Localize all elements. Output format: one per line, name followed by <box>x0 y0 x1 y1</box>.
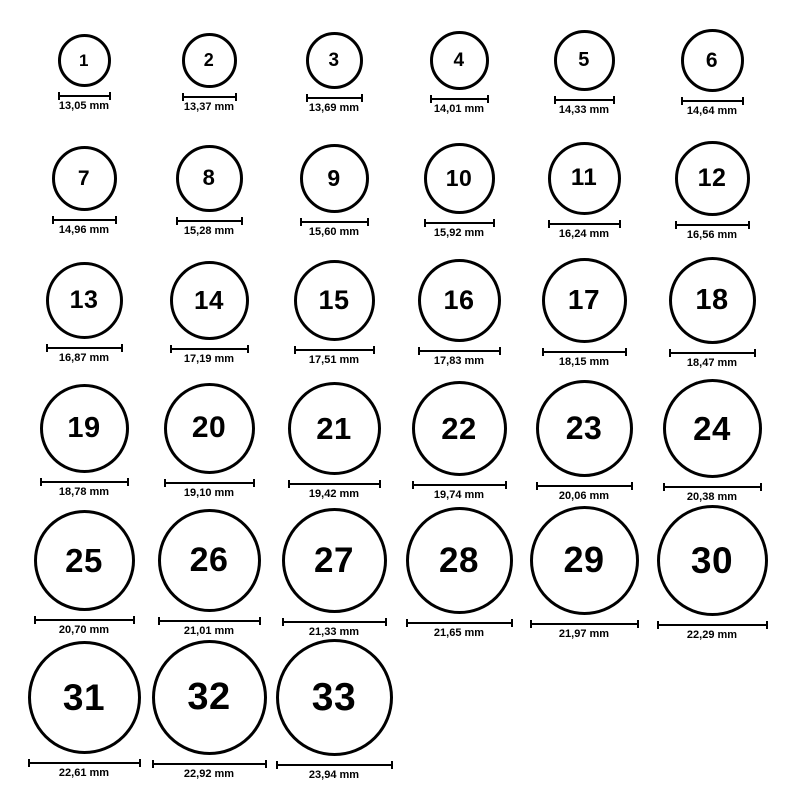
ring-circle <box>182 33 237 88</box>
dimension-tick-left <box>152 760 154 768</box>
ring-circle <box>170 261 249 340</box>
ring-size-number: 19 <box>67 411 101 444</box>
dimension-tick-right <box>385 618 387 626</box>
ring-circle <box>675 141 750 216</box>
diameter-measurement <box>663 483 762 503</box>
dimension-bar <box>294 349 375 351</box>
ring-size-cell <box>542 258 627 368</box>
dimension-bar <box>412 484 507 486</box>
dimension-tick-right <box>619 220 621 228</box>
dimension-tick-right <box>127 478 129 486</box>
diameter-label: 14,33 mm <box>558 103 610 116</box>
dimension-bar <box>40 481 129 483</box>
dimension-tick-left <box>542 348 544 356</box>
ring-size-cell <box>554 30 615 116</box>
ring-circle <box>412 381 507 476</box>
ring-size-cell <box>164 383 255 499</box>
ring-size-number: 30 <box>690 539 734 581</box>
dimension-tick-left <box>306 94 308 102</box>
ring-size-cell <box>182 33 237 113</box>
ring-size-cell <box>276 639 393 781</box>
ring-size-cell <box>675 141 750 241</box>
dimension-tick-left <box>182 93 184 101</box>
ring-circle <box>40 384 129 473</box>
ring-circle <box>306 32 363 89</box>
dimension-tick-right <box>748 221 750 229</box>
dimension-line-icon <box>294 346 375 353</box>
dimension-line-icon <box>176 217 243 224</box>
diameter-measurement <box>412 481 507 501</box>
dimension-tick-left <box>663 483 665 491</box>
ring-size-cell <box>548 142 621 240</box>
ring-circle <box>418 259 501 342</box>
dimension-bar <box>681 100 744 102</box>
ring-size-number: 6 <box>705 48 719 72</box>
diameter-label: 14,64 mm <box>686 104 738 117</box>
ring-circle <box>554 30 615 91</box>
diameter-label: 16,87 mm <box>58 351 110 364</box>
ring-size-cell <box>282 508 387 638</box>
ring-size-number: 14 <box>194 285 224 315</box>
dimension-line-icon <box>58 92 111 99</box>
diameter-label: 22,29 mm <box>686 628 738 641</box>
ring-size-number: 7 <box>77 166 91 190</box>
dimension-bar <box>52 219 117 221</box>
dimension-tick-right <box>235 93 237 101</box>
diameter-label: 17,83 mm <box>433 354 485 367</box>
ring-size-number: 18 <box>695 283 729 316</box>
dimension-tick-left <box>176 217 178 225</box>
dimension-tick-left <box>530 620 532 628</box>
dimension-bar <box>657 624 768 626</box>
ring-circle <box>406 507 513 614</box>
diameter-label: 18,78 mm <box>58 485 110 498</box>
dimension-line-icon <box>657 621 768 628</box>
diameter-label: 21,33 mm <box>308 625 360 638</box>
diameter-label: 22,92 mm <box>183 767 235 780</box>
diameter-measurement <box>669 349 756 369</box>
dimension-tick-left <box>282 618 284 626</box>
diameter-label: 15,28 mm <box>183 224 235 237</box>
dimension-bar <box>164 482 255 484</box>
dimension-tick-left <box>548 220 550 228</box>
ring-size-number: 24 <box>693 409 731 447</box>
dimension-tick-right <box>265 760 267 768</box>
dimension-line-icon <box>282 618 387 625</box>
dimension-tick-right <box>247 345 249 353</box>
dimension-line-icon <box>406 619 513 626</box>
diameter-label: 15,60 mm <box>308 225 360 238</box>
diameter-label: 21,97 mm <box>558 627 610 640</box>
ring-size-cell <box>681 29 744 117</box>
ring-size-cell <box>58 34 111 112</box>
diameter-label: 20,70 mm <box>58 623 110 636</box>
dimension-tick-right <box>505 481 507 489</box>
dimension-tick-left <box>675 221 677 229</box>
ring-size-number: 12 <box>697 163 727 192</box>
dimension-tick-left <box>424 219 426 227</box>
diameter-label: 13,05 mm <box>58 99 110 112</box>
diameter-measurement <box>424 219 495 239</box>
ring-circle <box>424 143 495 214</box>
dimension-bar <box>306 97 363 99</box>
dimension-tick-right <box>637 620 639 628</box>
dimension-tick-left <box>554 96 556 104</box>
ring-circle <box>176 145 243 212</box>
ring-size-number: 20 <box>191 411 227 444</box>
dimension-bar <box>182 96 237 98</box>
ring-circle <box>58 34 111 87</box>
dimension-tick-right <box>133 616 135 624</box>
dimension-line-icon <box>663 483 762 490</box>
ring-size-cell <box>152 640 267 780</box>
diameter-measurement <box>657 621 768 641</box>
dimension-bar <box>300 221 369 223</box>
dimension-tick-left <box>669 349 671 357</box>
dimension-tick-right <box>121 344 123 352</box>
dimension-bar <box>554 99 615 101</box>
dimension-tick-left <box>46 344 48 352</box>
dimension-line-icon <box>675 221 750 228</box>
diameter-measurement <box>542 348 627 368</box>
ring-circle <box>530 506 639 615</box>
ring-circle <box>282 508 387 613</box>
ring-size-number: 28 <box>439 540 479 580</box>
ring-size-cell <box>300 144 369 238</box>
dimension-bar <box>176 220 243 222</box>
dimension-bar <box>424 222 495 224</box>
ring-size-number: 8 <box>202 165 216 190</box>
dimension-line-icon <box>306 94 363 101</box>
diameter-measurement <box>675 221 750 241</box>
dimension-bar <box>406 622 513 624</box>
dimension-bar <box>58 95 111 97</box>
dimension-tick-left <box>288 480 290 488</box>
dimension-bar <box>663 486 762 488</box>
diameter-label: 21,01 mm <box>183 624 235 637</box>
ring-size-number: 29 <box>563 539 605 580</box>
ring-size-cell <box>424 143 495 239</box>
ring-size-cell <box>530 506 639 640</box>
ring-size-number: 5 <box>578 49 590 71</box>
dimension-tick-right <box>373 346 375 354</box>
dimension-tick-right <box>391 761 393 769</box>
dimension-tick-left <box>28 759 30 767</box>
ring-size-number: 17 <box>567 284 601 315</box>
dimension-tick-right <box>253 479 255 487</box>
ring-size-cell <box>536 380 633 502</box>
ring-size-number: 15 <box>318 284 350 315</box>
ring-size-number: 22 <box>441 410 477 446</box>
dimension-line-icon <box>536 482 633 489</box>
dimension-bar <box>288 483 381 485</box>
ring-circle <box>430 31 489 90</box>
dimension-tick-left <box>300 218 302 226</box>
ring-circle <box>34 510 135 611</box>
ring-circle <box>663 379 762 478</box>
ring-size-number: 21 <box>316 410 352 446</box>
dimension-line-icon <box>412 481 507 488</box>
ring-size-cell <box>306 32 363 114</box>
dimension-tick-left <box>164 479 166 487</box>
dimension-tick-right <box>499 347 501 355</box>
dimension-bar <box>430 98 489 100</box>
dimension-tick-left <box>170 345 172 353</box>
dimension-bar <box>418 350 501 352</box>
dimension-tick-left <box>657 621 659 629</box>
dimension-tick-right <box>742 97 744 105</box>
ring-circle <box>669 257 756 344</box>
ring-size-number: 9 <box>327 164 341 191</box>
ring-size-number: 25 <box>65 541 103 579</box>
dimension-tick-right <box>487 95 489 103</box>
dimension-tick-right <box>613 96 615 104</box>
dimension-tick-right <box>760 483 762 491</box>
dimension-tick-left <box>34 616 36 624</box>
dimension-line-icon <box>52 216 117 223</box>
ring-size-number: 23 <box>565 410 603 446</box>
dimension-tick-left <box>58 92 60 100</box>
ring-circle <box>158 509 261 612</box>
ring-circle <box>542 258 627 343</box>
ring-size-number: 10 <box>445 164 473 191</box>
ring-size-cell <box>657 505 768 641</box>
diameter-measurement <box>294 346 375 366</box>
diameter-measurement <box>276 761 393 781</box>
diameter-label: 19,10 mm <box>183 486 235 499</box>
ring-size-cell <box>412 381 507 501</box>
ring-size-number: 4 <box>453 49 465 71</box>
ring-size-cell <box>406 507 513 639</box>
dimension-tick-right <box>361 94 363 102</box>
dimension-line-icon <box>681 97 744 104</box>
dimension-tick-right <box>766 621 768 629</box>
dimension-line-icon <box>46 344 123 351</box>
diameter-measurement <box>282 618 387 638</box>
dimension-bar <box>675 224 750 226</box>
diameter-measurement <box>418 347 501 367</box>
dimension-bar <box>282 621 387 623</box>
ring-circle <box>288 382 381 475</box>
dimension-tick-right <box>259 617 261 625</box>
dimension-line-icon <box>34 616 135 623</box>
ring-size-cell <box>294 260 375 366</box>
ring-size-cell <box>288 382 381 500</box>
dimension-bar <box>170 348 249 350</box>
diameter-measurement <box>152 760 267 780</box>
dimension-line-icon <box>158 617 261 624</box>
diameter-label: 16,24 mm <box>558 227 610 240</box>
diameter-label: 18,15 mm <box>558 355 610 368</box>
diameter-label: 14,96 mm <box>58 223 110 236</box>
dimension-tick-right <box>493 219 495 227</box>
dimension-line-icon <box>418 347 501 354</box>
ring-size-cell <box>158 509 261 637</box>
ring-size-cell <box>430 31 489 115</box>
diameter-measurement <box>34 616 135 636</box>
dimension-tick-right <box>379 480 381 488</box>
diameter-measurement <box>430 95 489 115</box>
dimension-tick-right <box>115 216 117 224</box>
diameter-label: 20,38 mm <box>686 490 738 503</box>
dimension-tick-left <box>294 346 296 354</box>
ring-circle <box>548 142 621 215</box>
dimension-tick-right <box>511 619 513 627</box>
ring-size-cell <box>52 146 117 236</box>
dimension-tick-left <box>276 761 278 769</box>
dimension-line-icon <box>430 95 489 102</box>
dimension-line-icon <box>276 761 393 768</box>
diameter-measurement <box>536 482 633 502</box>
ring-size-number: 1 <box>79 50 89 70</box>
dimension-line-icon <box>548 220 621 227</box>
diameter-measurement <box>164 479 255 499</box>
dimension-tick-right <box>625 348 627 356</box>
ring-size-number: 26 <box>189 541 229 579</box>
diameter-label: 17,19 mm <box>183 352 235 365</box>
diameter-measurement <box>530 620 639 640</box>
dimension-tick-right <box>241 217 243 225</box>
diameter-label: 22,61 mm <box>58 766 110 779</box>
diameter-label: 18,47 mm <box>686 356 738 369</box>
dimension-tick-left <box>681 97 683 105</box>
ring-size-cell <box>176 145 243 237</box>
dimension-bar <box>542 351 627 353</box>
ring-size-number: 11 <box>570 164 598 191</box>
diameter-measurement <box>681 97 744 117</box>
dimension-bar <box>530 623 639 625</box>
ring-size-cell <box>28 641 141 779</box>
dimension-tick-right <box>139 759 141 767</box>
ring-size-number: 2 <box>203 50 215 70</box>
dimension-line-icon <box>40 478 129 485</box>
diameter-measurement <box>554 96 615 116</box>
dimension-tick-left <box>418 347 420 355</box>
diameter-label: 14,01 mm <box>433 102 485 115</box>
ring-size-number: 3 <box>328 49 340 71</box>
ring-circle <box>164 383 255 474</box>
ring-size-cell <box>418 259 501 367</box>
dimension-line-icon <box>424 219 495 226</box>
ring-size-number: 16 <box>443 284 475 315</box>
diameter-label: 19,42 mm <box>308 487 360 500</box>
dimension-tick-right <box>631 482 633 490</box>
diameter-measurement <box>176 217 243 237</box>
diameter-measurement <box>406 619 513 639</box>
ring-size-number: 33 <box>311 675 357 719</box>
dimension-line-icon <box>164 479 255 486</box>
dimension-bar <box>34 619 135 621</box>
ring-size-cell <box>34 510 135 636</box>
ring-circle <box>276 639 393 756</box>
dimension-tick-right <box>754 349 756 357</box>
dimension-bar <box>46 347 123 349</box>
ring-size-number: 27 <box>314 540 354 580</box>
diameter-measurement <box>58 92 111 112</box>
ring-circle <box>294 260 375 341</box>
dimension-line-icon <box>170 345 249 352</box>
dimension-tick-right <box>367 218 369 226</box>
ring-size-number: 13 <box>69 285 99 314</box>
dimension-line-icon <box>300 218 369 225</box>
dimension-bar <box>152 763 267 765</box>
diameter-measurement <box>548 220 621 240</box>
diameter-label: 21,65 mm <box>433 626 485 639</box>
diameter-label: 13,37 mm <box>183 100 235 113</box>
ring-circle <box>28 641 141 754</box>
dimension-line-icon <box>542 348 627 355</box>
diameter-label: 23,94 mm <box>308 768 360 781</box>
diameter-label: 17,51 mm <box>308 353 360 366</box>
ring-circle <box>52 146 117 211</box>
ring-circle <box>536 380 633 477</box>
dimension-tick-left <box>412 481 414 489</box>
dimension-bar <box>536 485 633 487</box>
ring-circle <box>300 144 369 213</box>
dimension-tick-right <box>109 92 111 100</box>
diameter-label: 19,74 mm <box>433 488 485 501</box>
diameter-measurement <box>288 480 381 500</box>
dimension-bar <box>669 352 756 354</box>
ring-size-cell <box>663 379 762 503</box>
diameter-label: 13,69 mm <box>308 101 360 114</box>
ring-size-cell <box>40 384 129 498</box>
diameter-measurement <box>46 344 123 364</box>
diameter-measurement <box>170 345 249 365</box>
diameter-measurement <box>158 617 261 637</box>
dimension-tick-left <box>406 619 408 627</box>
dimension-tick-left <box>52 216 54 224</box>
ring-circle <box>152 640 267 755</box>
ring-circle <box>681 29 744 92</box>
ring-circle <box>657 505 768 616</box>
diameter-measurement <box>52 216 117 236</box>
dimension-line-icon <box>28 759 141 766</box>
dimension-line-icon <box>554 96 615 103</box>
dimension-tick-left <box>430 95 432 103</box>
dimension-bar <box>158 620 261 622</box>
ring-size-cell <box>669 257 756 369</box>
diameter-measurement <box>182 93 237 113</box>
diameter-measurement <box>40 478 129 498</box>
dimension-tick-left <box>158 617 160 625</box>
diameter-measurement <box>306 94 363 114</box>
dimension-tick-left <box>536 482 538 490</box>
diameter-label: 15,92 mm <box>433 226 485 239</box>
diameter-measurement <box>300 218 369 238</box>
dimension-line-icon <box>152 760 267 767</box>
ring-size-number: 32 <box>187 676 231 718</box>
dimension-line-icon <box>288 480 381 487</box>
diameter-label: 20,06 mm <box>558 489 610 502</box>
ring-circle <box>46 262 123 339</box>
dimension-line-icon <box>182 93 237 100</box>
dimension-line-icon <box>530 620 639 627</box>
ring-size-number: 31 <box>62 676 106 718</box>
ring-size-cell <box>170 261 249 365</box>
dimension-line-icon <box>669 349 756 356</box>
dimension-bar <box>548 223 621 225</box>
dimension-tick-left <box>40 478 42 486</box>
ring-size-cell <box>46 262 123 364</box>
dimension-bar <box>276 764 393 766</box>
diameter-label: 16,56 mm <box>686 228 738 241</box>
diameter-measurement <box>28 759 141 779</box>
dimension-bar <box>28 762 141 764</box>
